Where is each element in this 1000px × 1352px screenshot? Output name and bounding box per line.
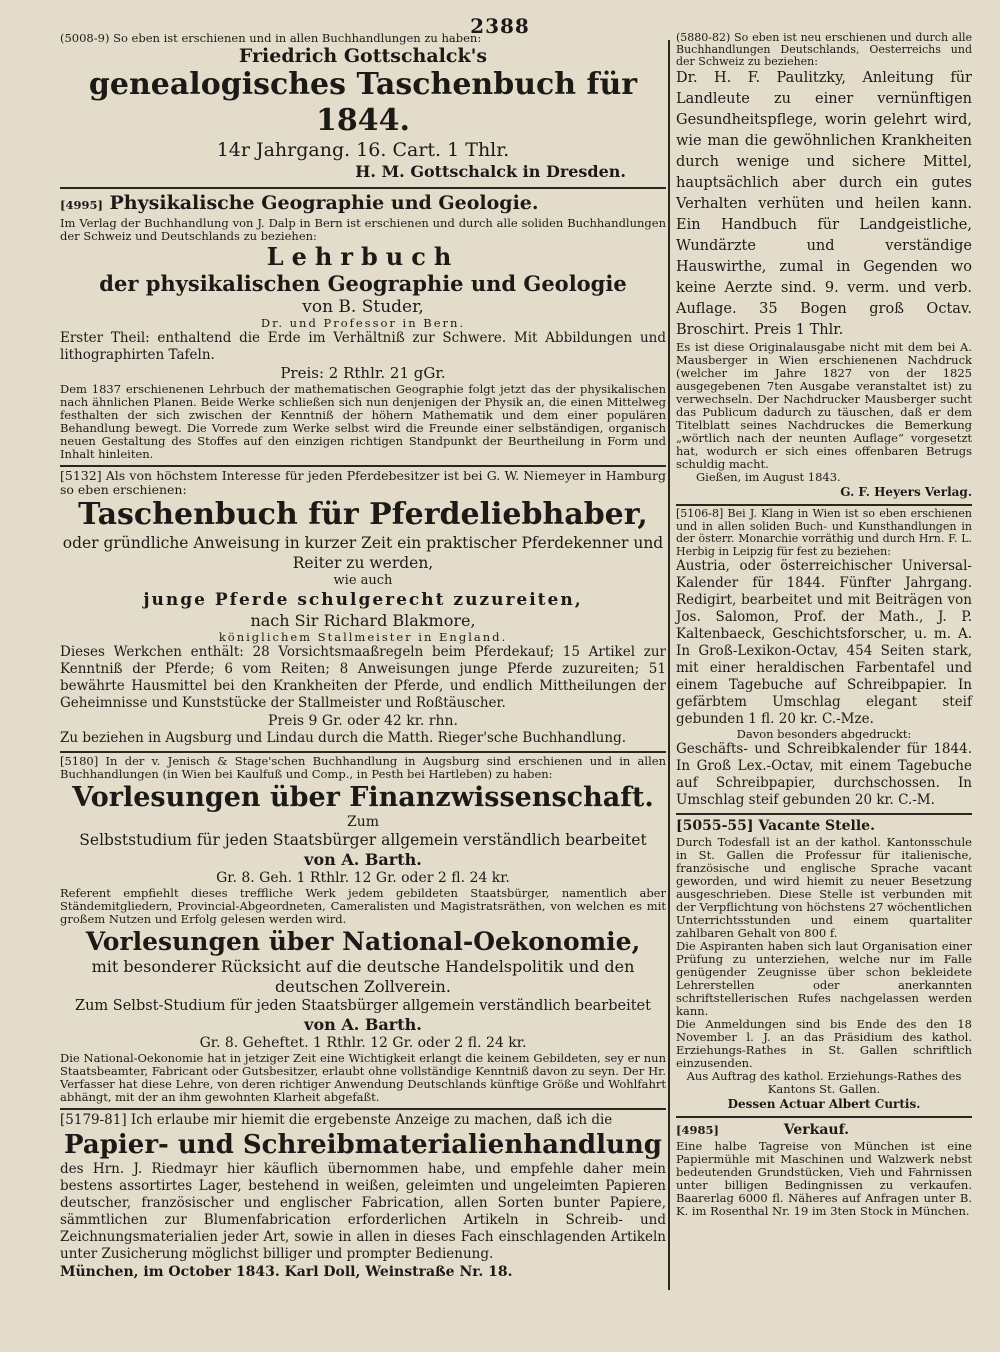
- ad-genealogisches-taschenbuch: [60, 30, 666, 189]
- ad-note: Es ist diese Originalausgabe nicht mit dem bei A. Mausberger in Wien erschienenen Nachdruck (welcher im Jahre 1827 von der 1825 ausgegebenen 7ten Ausgabe veranstaltet ist) zu verwechseln. Der Nachdrucker Mausberger sucht das Publicum dadurch zu täuschen, daß er dem Titelblatt seines Nachdruckes die Bemerkung „wörtlich nach der neunten Auflage“ vorgesetzt hat, wodurch er sich eines offenbaren Betrugs schuldig macht.: [676, 340, 972, 471]
- ad-body-3: Die Anmeldungen sind bis Ende des den 18 November l. J. an das Präsidium des kathol. Erziehungs-Rathes in St. Gallen schriftlich einzusenden.: [676, 1017, 972, 1070]
- ad-details: 14r Jahrgang. 16. Cart. 1 Thlr.: [216, 139, 510, 161]
- ad-taschenbuch-pferdeliebhaber: [60, 467, 666, 753]
- ad-vorlesungen-barth: [60, 753, 666, 1110]
- ad-place: Gießen, im August 1843.: [696, 470, 841, 484]
- left-column: [60, 30, 666, 1286]
- ad-body: Austria, oder österreichischer Universal-Kalender für 1844. Fünfter Jahrgang. Redigirt, bearbeitet und mit Beiträgen von Jos. Salomon, Prof. der Math., J. P. Kaltenbaeck, Geschichtsforscher, u. m. A. In Groß-Lexikon-Octav, 454 Seiten stark, mit einer heraldischen Farbentafel und einem Tagebuche auf Schreibpapier. In gefärbtem Umschlag elegant steif gebunden 1 fl. 20 kr. C.-Mze.: [676, 558, 972, 727]
- ad-book-kind: Lehrbuch: [266, 242, 460, 271]
- ad-austria-kalender: [676, 506, 972, 815]
- ad-physikalische-geographie: [60, 189, 666, 467]
- ad-title: Taschenbuch für Pferdeliebhaber,: [78, 497, 648, 532]
- ad-intro: Im Verlag der Buchhandlung von J. Dalp in Bern ist erschienen und durch alle soliden Buchhandlungen der Schweiz und Deutschlands zu beziehen:: [60, 216, 666, 243]
- ad-header: (5880-82) So eben ist neu erschienen und durch alle Buchhandlungen Deutschlands, Oesterreichs und der Schweiz zu beziehen:: [676, 31, 972, 68]
- ad-body-4: Aus Auftrag des kathol. Erziehungs-Rathes des Kantons St. Gallen.: [686, 1069, 962, 1096]
- ad-signature: Dessen Actuar Albert Curtis.: [727, 1097, 921, 1111]
- ad-papierhandlung: [60, 1110, 666, 1286]
- ad-publisher: H. M. Gottschalck in Dresden.: [355, 162, 626, 181]
- ad-subtitle-5: königlichem Stallmeister in England.: [218, 630, 508, 644]
- ad-heading: Physikalische Geographie und Geologie.: [109, 192, 539, 214]
- ad-title-oekonomie: Vorlesungen über National-Oekonomie,: [85, 927, 641, 956]
- ad-signature: München, im October 1843. Karl Doll, Weinstraße Nr. 18.: [60, 1264, 513, 1280]
- ad-description: Dem 1837 erschienenen Lehrbuch der mathematischen Geographie folgt jetzt das der physikalischen nach ähnlichen Planen. Beide Werke schließen sich nun denjenigen der Physik an, die einen Mittelweg festhalten der sich zwischen der Kenntniß der höhern Mathematik und dem einer populären Behandlung bewegt. Die Vorrede zum Werke selbst wird die Freunde einer selbständigen, organisch neuen Gestaltung des Stoffes auf den einzigen richtigen Standpunkt der Beurtheilung in Form und Inhalt hinleiten.: [60, 382, 666, 461]
- ad-selbststudium-2: Zum Selbst-Studium für jeden Staatsbürger allgemein verständlich bearbeitet: [75, 998, 651, 1014]
- ad-book-title: der physikalischen Geographie und Geologie: [99, 271, 627, 296]
- ad-author: Friedrich Gottschalck's: [238, 45, 488, 67]
- page-number: 2388: [470, 14, 530, 38]
- column-divider: [668, 40, 670, 1290]
- ad-title-finanz: Vorlesungen über Finanzwissenschaft.: [72, 782, 654, 813]
- ad-price: Preis: 2 Rthlr. 21 gGr.: [280, 364, 446, 382]
- ad-paulitzky: [676, 30, 972, 506]
- ad-title: genealogisches Taschenbuch für 1844.: [88, 67, 638, 138]
- ad-price-2: Gr. 8. Geheftet. 1 Rthlr. 12 Gr. oder 2 fl. 24 kr.: [199, 1035, 527, 1051]
- ad-description: Referent empfiehlt dieses treffliche Werk jedem gebildeten Staatsbürger, namentlich aber Ständemitgliedern, Provincial-Abgeordneten, Cameralisten und Magistratsräthen, von welchen es mit großem Nutzen und Erfolg gelesen werden wird.: [60, 886, 666, 926]
- ad-header: [5180] In der v. Jenisch & Stage'schen Buchhandlung in Augsburg sind erschienen und in allen Buchhandlungen (in Wien bei Kaulfuß und Comp., in Pesth bei Hartleben) zu haben:: [60, 754, 666, 781]
- ad-subtitle-4: nach Sir Richard Blakmore,: [250, 611, 476, 630]
- ad-body: Dr. H. F. Paulitzky, Anleitung für Landleute zu einer vernünftigen Gesundheitspflege, worin gelehrt wird, wie man die gewöhnlichen Krankheiten durch wenige und sichere Mittel, hauptsächlich aber durch ein gutes Verhalten verhüten und heilen kann. Ein Handbuch für Landgeistliche, Wundärzte und verständige Hauswirthe, zumal in Gegenden wo keine Aerzte sind. 9. verm. und verb. Auflage. 35 Bogen groß Octav. Broschirt. Preis 1 Thlr.: [676, 70, 972, 338]
- ad-subtitle: oder gründliche Anweisung in kurzer Zeit ein praktischer Pferdekenner und Reiter zu werden,: [62, 534, 664, 572]
- ad-body-2: Die Aspiranten haben sich laut Organisation einer Prüfung zu unterziehen, welche nur im Falle genügender Zeugnisse über schon bekleidete Lehrerstellen oder anerkannten schriftstellerischen Rufes nachgelassen werden kann.: [676, 939, 972, 1018]
- ad-body: Eine halbe Tagreise von München ist eine Papiermühle mit Maschinen und Walzwerk nebst bedeutenden Grundstücken, Vieh und Fahrnissen unter billigen Bedingnissen zu verkaufen. Baarerlag 6000 fl. Näheres auf Anfragen unter B. K. im Rosenthal Nr. 19 im 3ten Stock in München.: [676, 1139, 972, 1218]
- ad-body-2: Geschäfts- und Schreibkalender für 1844. In Groß Lex.-Octav, mit einem Tagebuche auf Schreibpapier, durchschossen. In Umschlag steif gebunden 20 kr. C.-M.: [676, 741, 972, 808]
- ad-header: (5008-9) So eben ist erschienen und in allen Buchhandlungen zu haben:: [60, 31, 482, 45]
- ad-subtitle: mit besonderer Rücksicht auf die deutsche Handelspolitik und den deutschen Zollverein.: [91, 957, 635, 996]
- ad-number: [4985]: [676, 1123, 719, 1137]
- ad-body: des Hrn. J. Riedmayr hier käuflich übernommen habe, und empfehle daher mein bestens assortirtes Lager, bestehend in weißen, geleimten und ungeleimten Papieren deutscher, französischer und englischer Fabrication, allen Sorten bunter Papiere, sämmtlichen zur Blumenfabrication erforderlichen Artikeln in Schreib- und Zeichnungsmaterialien jeder Art, sowie in allen in dieses Fach einschlagenden Artikeln unter Zusicherung möglichst billiger und prompter Bedienung.: [60, 1161, 666, 1262]
- ad-header: [5132] Als von höchstem Interesse für jeden Pferdebesitzer ist bei G. W. Niemeyer in Hamburg so eben erschienen:: [60, 468, 666, 497]
- ad-title: Papier- und Schreibmaterialienhandlung: [64, 1130, 662, 1160]
- ad-subtitle-3: junge Pferde schulgerecht zuzureiten,: [143, 590, 583, 610]
- ad-selbststudium: Selbststudium für jeden Staatsbürger allgemein verständlich bearbeitet: [79, 831, 647, 849]
- ad-body: Durch Todesfall ist an der kathol. Kantonsschule in St. Gallen die Professur für italienische, französische und englische Sprache vacant geworden, und wird hiemit zu neuer Besetzung ausgeschrieben. Diese Stelle ist verbunden mit der Verpflichtung von höchstens 27 wöchentlichen Unterrichtsstunden und einem quartaliter zahlbaren Gehalt von 800 f.: [676, 835, 972, 940]
- ad-part: Erster Theil: enthaltend die Erde im Verhältniß zur Schwere. Mit Abbildungen und lithographirten Tafeln.: [60, 330, 666, 363]
- ad-also: Davon besonders abgedruckt:: [736, 727, 912, 741]
- ad-where: Zu beziehen in Augsburg und Lindau durch die Matth. Rieger'sche Buchhandlung.: [60, 730, 626, 746]
- ad-author-2: von A. Barth.: [304, 1015, 422, 1034]
- ad-body: Dieses Werkchen enthält: 28 Vorsichtsmaaßregeln beim Pferdekauf; 15 Artikel zur Kenntniß der Pferde; 6 vom Reiten; 8 Anweisungen junge Pferde zuzureiten; 51 bewährte Hausmittel bei den Krankheiten der Pferde, und endlich Mittheilungen der Geheimnisse und Kunststücke der Stallmeister und Roßtäuscher.: [60, 644, 666, 711]
- ad-subtitle-2: wie auch: [333, 573, 393, 588]
- ad-header: [5179-81] Ich erlaube mir hiemit die ergebenste Anzeige zu machen, daß ich die: [60, 1112, 613, 1128]
- ad-book-author: von B. Studer,: [302, 297, 424, 317]
- ad-zum: Zum: [346, 814, 380, 830]
- ad-publisher: G. F. Heyers Verlag.: [840, 485, 972, 499]
- ad-title: Verkauf.: [783, 1122, 849, 1138]
- ad-header: [5055-55] Vacante Stelle.: [676, 818, 875, 834]
- ad-description-2: Die National-Oekonomie hat in jetziger Zeit eine Wichtigkeit erlangt die keinem Gebildeten, sey er nun Staatsbeamter, Fabricant oder Gutsbesitzer, erlaubt ohne vollständige Kenntniß davon zu seyn. Der Hr. Verfasser hat diese Lehre, von deren richtiger Anwendung Deutschlands künftige Größe und Wohlfahrt abhängt, mit der an ihm gewohnten Klarheit abgefaßt.: [60, 1051, 666, 1104]
- ad-author-title: Dr. und Professor in Bern.: [260, 316, 466, 330]
- ad-verkauf: [676, 1118, 972, 1222]
- right-column: [676, 30, 972, 1222]
- ad-author: von A. Barth.: [304, 850, 422, 869]
- ad-price: Gr. 8. Geh. 1 Rthlr. 12 Gr. oder 2 fl. 24 kr.: [216, 870, 510, 886]
- ad-price: Preis 9 Gr. oder 42 kr. rhn.: [268, 713, 458, 729]
- ad-number: [4995]: [60, 198, 103, 212]
- ad-vacante-stelle: [676, 815, 972, 1118]
- ad-header: [5106-8] Bei J. Klang in Wien ist so eben erschienen und in allen soliden Buch- und Kunsthandlungen in der österr. Monarchie vorräthig und durch Hrn. F. L. Herbig in Leipzig für fest zu beziehen:: [676, 507, 972, 558]
